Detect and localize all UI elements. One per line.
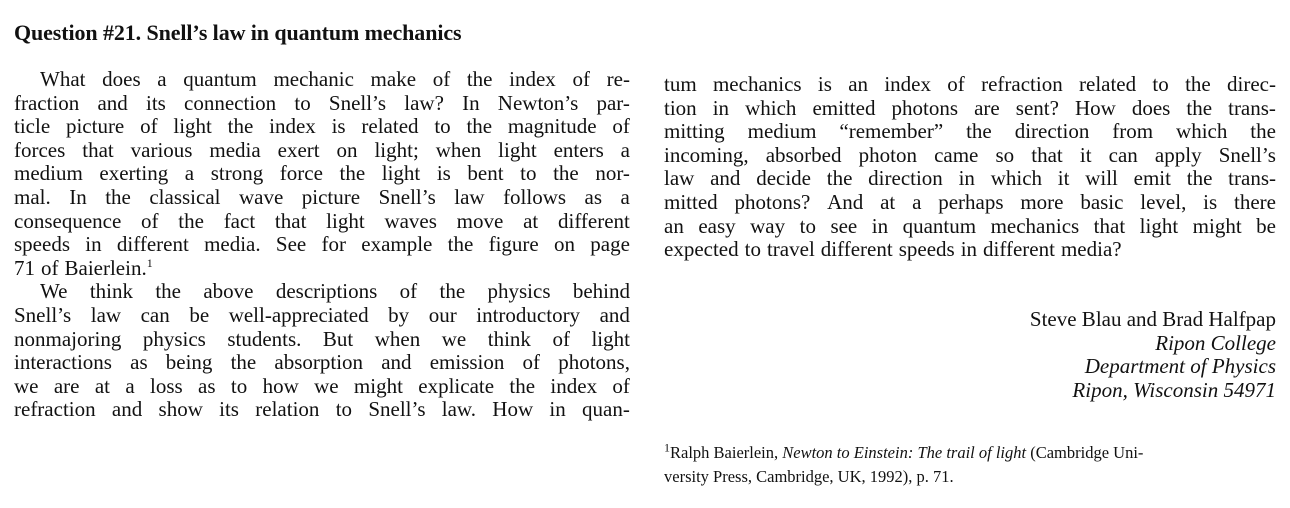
text-line: tion in which emitted photons are sent? How does the trans-	[664, 95, 1276, 120]
text-line: fraction and its connection to Snell’s law? In Newton’s par-	[14, 90, 630, 115]
text-line: consequence of the fact that light waves move at different	[14, 208, 630, 233]
left-column	[14, 68, 630, 422]
text-line: incoming, absorbed photon came so that it can apply Snell’s	[664, 142, 1276, 167]
signature-institution: Ripon College	[1155, 330, 1276, 355]
text-line: nonmajoring physics students. But when we think of light	[14, 326, 630, 351]
text-line: ticle picture of light the index is related to the magnitude of	[14, 114, 630, 139]
signature-department: Department of Physics	[1084, 354, 1276, 379]
text-line: refraction and show its relation to Snell’s law. How in quan-	[14, 397, 630, 422]
text-line: law and decide the direction in which it will emit the trans-	[664, 166, 1276, 191]
footnote-rest-2: versity Press, Cambridge, UK, 1992), p. 71.	[664, 467, 954, 486]
text-line: interactions as being the absorption and emission of photons,	[14, 350, 630, 375]
text-line: we are at a loss as to how we might explicate the index of	[14, 373, 630, 398]
text-line: tum mechanics is an index of refraction related to the direc-	[664, 72, 1276, 96]
footnote-author: Ralph Baierlein,	[670, 443, 783, 462]
text-line: expected to travel different speeds in different media?	[664, 237, 1122, 262]
footnote	[664, 441, 1274, 489]
text-line: mal. In the classical wave picture Snell’s law follows as a	[14, 184, 630, 209]
signature-authors: Steve Blau and Brad Halfpap	[1029, 307, 1276, 331]
text-line: medium exerting a strong force the light is bent to the nor-	[14, 161, 630, 186]
text-line: mitted photons? And at a perhaps more basic level, is there	[664, 189, 1276, 214]
text-line: We think the above descriptions of the physics behind	[40, 279, 630, 304]
text-line: mitting medium “remember” the direction from which the	[664, 119, 1276, 144]
text-line: speeds in different media. See for example the figure on page	[14, 232, 630, 257]
text-line: forces that various media exert on light; when light enters a	[14, 137, 630, 162]
footnote-rest-1: (Cambridge Uni-	[1026, 443, 1144, 462]
signature-block	[1030, 308, 1276, 402]
right-column	[664, 73, 1276, 262]
signature-location: Ripon, Wisconsin 54971	[1072, 377, 1276, 402]
footnote-book-title: Newton to Einstein: The trail of light	[782, 443, 1027, 462]
footnote-ref-marker: 1	[146, 255, 153, 270]
article-title: Question #21. Snell’s law in quantum mechanics	[14, 20, 462, 45]
text-line: What does a quantum mechanic make of the index of re-	[40, 67, 630, 91]
text-line: Snell’s law can be well-appreciated by our introductory and	[14, 302, 630, 327]
text-line: 71 of Baierlein.$^1$	[14, 255, 153, 280]
text-line: an easy way to see in quantum mechanics that light might be	[664, 213, 1276, 238]
footnote-marker: 1	[664, 440, 670, 455]
